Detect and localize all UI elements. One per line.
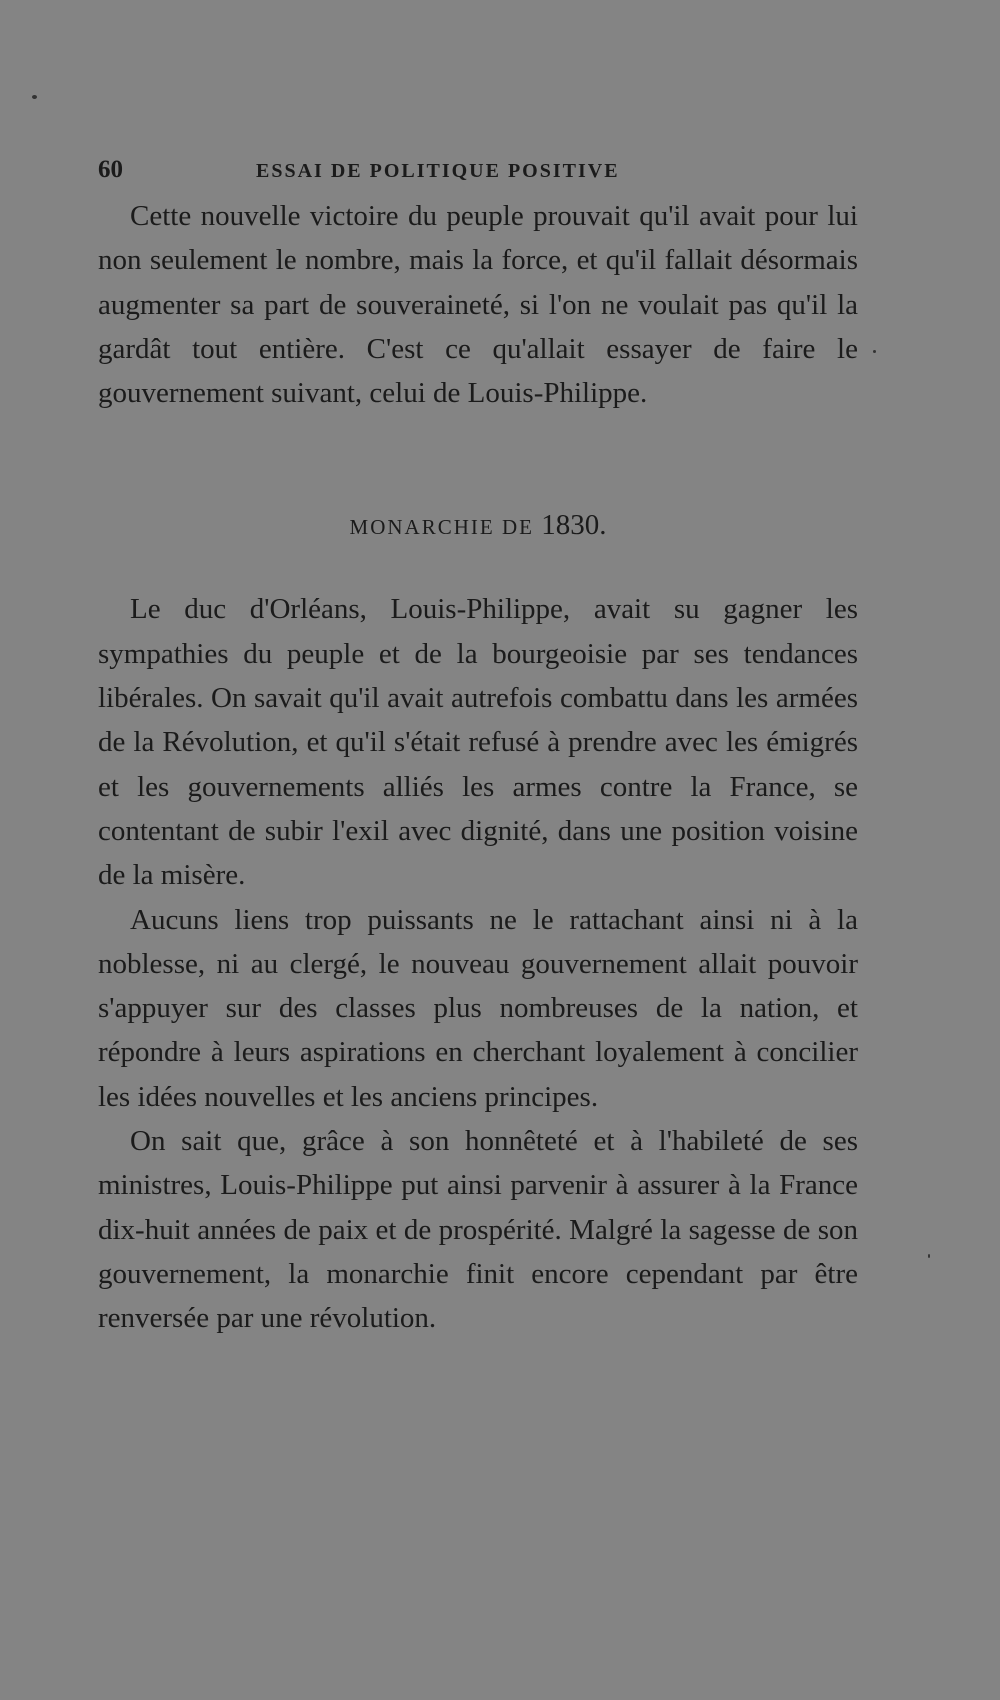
section-heading-words: MONARCHIE DE: [349, 515, 534, 540]
running-head: [98, 156, 858, 190]
paragraph-intro: Cette nouvelle victoire du peuple prouvait qu'il avait pour lui non seulement le nombre, mais la force, et qu'il fallait désormais augmenter sa part de souveraineté, si l'on ne voulait pas qu'il la gardât tout entière. C'est ce qu'allait essayer de faire le gouvernement suivant, celui de Louis-Philippe.: [98, 200, 858, 410]
paragraph-louis-philippe: Le duc d'Orléans, Louis-Philippe, avait su gagner les sympathies du peuple et de la bourgeoisie par ses tendances libérales. On savait qu'il avait autrefois combattu dans les armées de la Révolution, et qu'il s'était refusé à prendre avec les émigrés et les gouvernements alliés les armes contre la France, se contentant de subir l'exil avec dignité, dans une position voisine de la misère.: [98, 593, 858, 892]
scan-speck: [873, 350, 876, 353]
page-number: 60: [98, 156, 123, 183]
section-heading: [98, 505, 858, 545]
section-heading-year: 1830.: [541, 509, 607, 542]
paragraph-nouveau-gouvernement: Aucuns liens trop puissants ne le rattachant ainsi ni à la noblesse, ni au clergé, le nouveau gouvernement allait pouvoir s'appuyer sur des classes plus nombreuses de la nation, et répondre à leurs aspirations en cherchant loyalement à concilier les idées nouvelles et les anciens principes.: [98, 903, 858, 1113]
scan-speck: [32, 95, 37, 99]
paragraph-paix-prosperite: On sait que, grâce à son honnêteté et à l'habileté de ses ministres, Louis-Philippe put ainsi parvenir à assurer à la France dix-huit années de paix et de prospérité. Malgré la sagesse de son gouvernement, la monarchie finit encore cependant par être renversée par une révolution.: [98, 1125, 858, 1335]
book-page: [98, 156, 858, 1341]
running-title: ESSAI DE POLITIQUE POSITIVE: [256, 160, 620, 182]
scan-speck: [928, 1254, 930, 1258]
